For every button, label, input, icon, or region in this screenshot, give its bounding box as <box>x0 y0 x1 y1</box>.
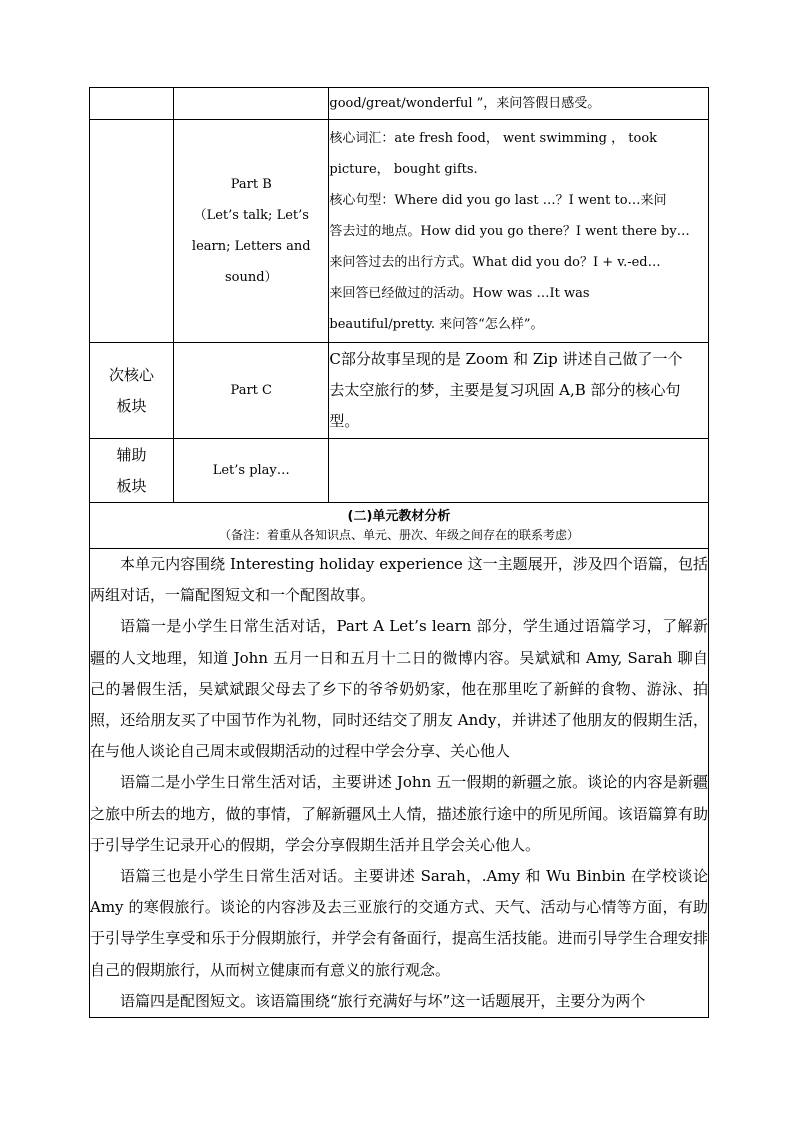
label-line: 辅助 <box>116 445 147 464</box>
content-cell <box>329 343 709 439</box>
content-line: 来回答已经做过的活动。How was …It was <box>329 285 590 301</box>
empty-label-cell <box>90 120 174 343</box>
part-line: Part C <box>230 383 272 398</box>
content-cell <box>329 88 709 120</box>
section-heading-cell <box>90 503 709 549</box>
section-title: (二)单元教材分析 <box>347 509 451 524</box>
table-row <box>90 120 709 343</box>
content-line: 核心词汇：ate fresh food， went swimming ， took <box>329 130 658 146</box>
part-cell <box>174 120 329 343</box>
document-page <box>89 87 709 1018</box>
content-line: good/great/wonderful ”，来问答假日感受。 <box>329 96 601 111</box>
table-row <box>90 439 709 503</box>
content-line: 核心句型：Where did you go last …？I went to…来问 <box>329 192 667 208</box>
paragraph: 语篇三也是小学生日常生活对话。主要讲述 Sarah，.Amy 和 Wu Binbin 在学校谈论 Amy 的寒假旅行。谈论的内容涉及去三亚旅行的交通方式、天气、活动与心情等方面，有助于引导学生享受和乐于分假期旅行，并学会有备面行，提高生活技能。进而引导学生合理安排自己的假期旅行，从而树立健康而有意义的旅行观念。 <box>90 867 708 979</box>
content-line: 来问答过去的出行方式。What did you do？I + v.-ed… <box>329 254 661 270</box>
label-cell <box>90 343 174 439</box>
table-row <box>90 549 709 1018</box>
part-line: learn; Letters and <box>191 239 311 254</box>
part-line: （Let’s talk; Let’s <box>193 208 309 223</box>
content-line: 去太空旅行的梦，主要是复习巩固 A,B 部分的核心句 <box>329 381 681 399</box>
label-line: 板块 <box>116 396 147 415</box>
paragraph: 语篇一是小学生日常生活对话，Part A Let’s learn 部分，学生通过语篇学习，了解新疆的人文地理，知道 John 五月一日和五月十二日的微博内容。吴斌斌和 Amy, Sarah 聊自己的暑假生活，吴斌斌跟父母去了乡下的爷爷奶奶家，他在那里吃了新鲜的食物、游泳、拍照，还给朋友买了中国节作为礼物，同时还结交了朋友 Andy，并讲述了他朋友的假期生活，在与他人谈论自己周末或假期活动的过程中学会分享、关心他人 <box>90 617 708 761</box>
part-cell <box>174 343 329 439</box>
part-line: Part B <box>230 177 272 192</box>
table-row <box>90 88 709 120</box>
content-line: beautiful/pretty. 来问答“怎么样”。 <box>329 316 544 332</box>
content-line: picture， bought gifts. <box>329 161 478 177</box>
table-row <box>90 503 709 549</box>
label-line: 次核心 <box>109 365 155 384</box>
table-row <box>90 343 709 439</box>
part-line: Let’s play… <box>212 463 290 478</box>
analysis-body-cell <box>90 549 709 1018</box>
part-line: sound） <box>224 270 278 285</box>
paragraph: 本单元内容围绕 Interesting holiday experience 这一主题展开，涉及四个语篇，包括两组对话，一篇配图短文和一个配图故事。 <box>90 555 708 605</box>
content-line: 答去过的地点。How did you go there？I went there by… <box>329 223 690 239</box>
content-cell <box>329 439 709 503</box>
label-cell <box>90 439 174 503</box>
part-cell <box>174 439 329 503</box>
content-line: 型。 <box>329 412 360 430</box>
content-cell <box>329 120 709 343</box>
label-line: 板块 <box>116 476 147 495</box>
empty-part-cell <box>174 88 329 120</box>
content-line: C部分故事呈现的是 Zoom 和 Zip 讲述自己做了一个 <box>329 350 683 368</box>
unit-analysis-table <box>89 87 709 1018</box>
paragraph: 语篇二是小学生日常生活对话，主要讲述 John 五一假期的新疆之旅。谈论的内容是新疆之旅中所去的地方，做的事情，了解新疆风土人情，描述旅行途中的所见所闻。该语篇算有助于引导学生记录开心的假期，学会分享假期生活并且学会关心他人。 <box>90 773 708 854</box>
section-note: （备注：着重从各知识点、单元、册次、年级之间存在的联系考虑） <box>218 528 579 542</box>
paragraph: 语篇四是配图短文。该语篇围绕“旅行充满好与坏”这一话题展开，主要分为两个 <box>120 991 646 1010</box>
empty-label-cell <box>90 88 174 120</box>
